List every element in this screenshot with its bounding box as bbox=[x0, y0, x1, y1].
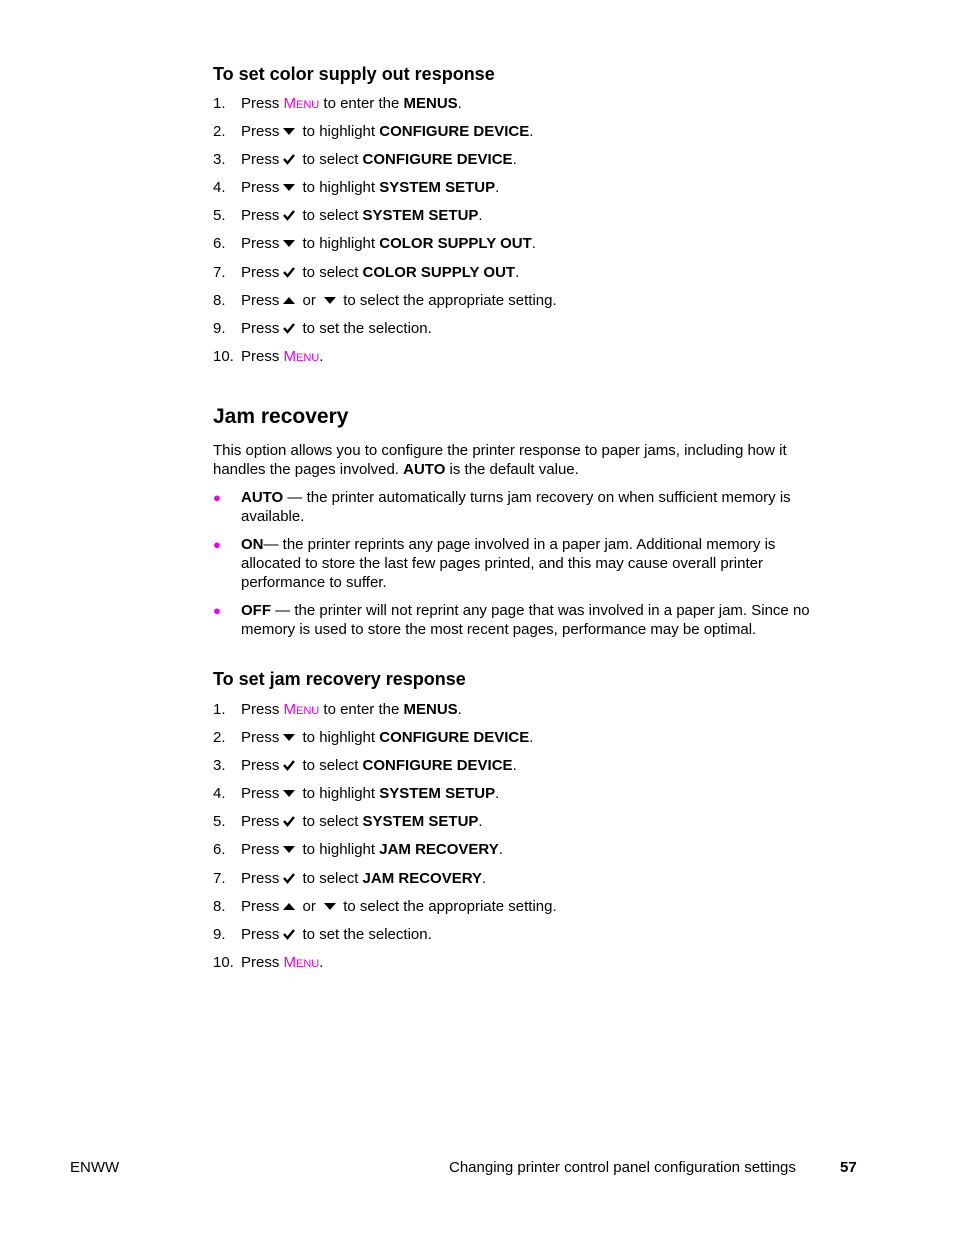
step-target: SYSTEM SETUP bbox=[379, 785, 496, 803]
step-item bbox=[213, 95, 838, 123]
step-end: . bbox=[319, 953, 324, 971]
step-press: Press bbox=[241, 207, 280, 225]
down-arrow-icon bbox=[282, 125, 296, 137]
step-press: Press bbox=[241, 701, 280, 718]
step-end: . bbox=[457, 701, 462, 718]
step-text bbox=[241, 785, 499, 803]
step-text bbox=[241, 320, 432, 338]
step-desc: to highlight bbox=[298, 123, 380, 141]
step-target: CONFIGURE DEVICE bbox=[362, 757, 513, 775]
step-target: JAM RECOVERY bbox=[362, 869, 483, 887]
menu-key: Menu bbox=[283, 953, 320, 971]
step-end: . bbox=[515, 263, 520, 281]
step-or: or bbox=[298, 897, 321, 915]
down-arrow-icon bbox=[282, 787, 296, 799]
menu-key: Menu bbox=[283, 347, 320, 365]
step-text bbox=[241, 292, 557, 310]
step-number: 10. bbox=[213, 347, 234, 365]
steps-list-color-supply bbox=[213, 95, 838, 376]
step-number: 9. bbox=[213, 925, 226, 943]
step-desc: to select the appropriate setting. bbox=[339, 897, 557, 915]
step-press: Press bbox=[241, 151, 280, 169]
step-press: Press bbox=[241, 925, 280, 943]
step-press: Press bbox=[241, 319, 280, 337]
step-item bbox=[213, 264, 838, 292]
step-text bbox=[241, 95, 462, 113]
step-number: 2. bbox=[213, 123, 226, 141]
checkmark-icon bbox=[282, 153, 296, 165]
step-desc: to select bbox=[298, 757, 363, 775]
step-text bbox=[241, 179, 499, 197]
down-arrow-icon bbox=[282, 237, 296, 249]
step-press: Press bbox=[241, 179, 280, 197]
step-press: Press bbox=[241, 897, 280, 915]
option-desc: — the printer will not reprint any page that was involved in a paper jam. Since no memory is used to store the most recent pages, performance may be optimal. bbox=[241, 602, 810, 638]
step-item bbox=[213, 151, 838, 179]
step-item bbox=[213, 785, 838, 813]
step-end: . bbox=[529, 123, 534, 141]
checkmark-icon bbox=[282, 759, 296, 771]
step-item bbox=[213, 320, 838, 348]
step-end: . bbox=[482, 869, 487, 887]
intro-end: is the default value. bbox=[445, 461, 579, 478]
up-arrow-icon bbox=[282, 294, 296, 306]
intro-paragraph bbox=[213, 441, 823, 479]
step-number: 3. bbox=[213, 151, 226, 169]
checkmark-icon bbox=[282, 815, 296, 827]
down-arrow-icon bbox=[282, 843, 296, 855]
checkmark-icon bbox=[282, 872, 296, 884]
step-number: 7. bbox=[213, 869, 226, 887]
step-end: . bbox=[319, 347, 324, 365]
checkmark-icon bbox=[282, 928, 296, 940]
down-arrow-icon bbox=[323, 294, 337, 306]
step-end: . bbox=[457, 95, 462, 112]
step-text bbox=[241, 207, 483, 225]
step-text bbox=[241, 701, 462, 719]
step-end: . bbox=[495, 785, 500, 803]
step-desc: to select bbox=[298, 869, 363, 887]
up-arrow-icon bbox=[282, 900, 296, 912]
step-number: 9. bbox=[213, 319, 226, 337]
step-desc: to highlight bbox=[298, 179, 380, 197]
option-name: ON bbox=[241, 536, 264, 553]
step-target: CONFIGURE DEVICE bbox=[379, 123, 530, 141]
step-target: CONFIGURE DEVICE bbox=[362, 151, 513, 169]
step-desc: to enter the bbox=[319, 95, 404, 112]
step-item bbox=[213, 729, 838, 757]
step-press: Press bbox=[241, 953, 280, 971]
step-press: Press bbox=[241, 813, 280, 831]
step-press: Press bbox=[241, 757, 280, 775]
step-target: CONFIGURE DEVICE bbox=[379, 729, 530, 747]
step-item bbox=[213, 179, 838, 207]
step-item bbox=[213, 954, 838, 982]
step-text bbox=[241, 898, 557, 916]
step-item bbox=[213, 123, 838, 151]
step-target: SYSTEM SETUP bbox=[362, 813, 479, 831]
step-item bbox=[213, 235, 838, 263]
step-item bbox=[213, 207, 838, 235]
step-target: JAM RECOVERY bbox=[379, 841, 499, 859]
menu-key: Menu bbox=[283, 95, 320, 112]
step-number: 6. bbox=[213, 235, 226, 253]
footer-center: Changing printer control panel configuration settings bbox=[449, 1159, 796, 1176]
step-end: . bbox=[498, 841, 503, 859]
step-end: . bbox=[531, 235, 536, 253]
bullet-icon: ● bbox=[213, 537, 221, 552]
step-number: 5. bbox=[213, 813, 226, 831]
footer-left: ENWW bbox=[70, 1159, 120, 1176]
step-desc: to highlight bbox=[298, 729, 380, 747]
down-arrow-icon bbox=[282, 181, 296, 193]
step-item bbox=[213, 701, 838, 729]
step-number: 1. bbox=[213, 701, 226, 718]
step-item bbox=[213, 813, 838, 841]
option-name: AUTO bbox=[241, 489, 284, 506]
step-number: 6. bbox=[213, 841, 226, 859]
option-item bbox=[213, 601, 838, 639]
step-text bbox=[241, 841, 503, 859]
step-text bbox=[241, 870, 486, 888]
checkmark-icon bbox=[282, 209, 296, 221]
step-text bbox=[241, 729, 533, 747]
step-desc: to highlight bbox=[298, 785, 380, 803]
menu-key: Menu bbox=[283, 701, 320, 718]
step-desc: to highlight bbox=[298, 841, 380, 859]
step-item bbox=[213, 292, 838, 320]
step-desc: to select the appropriate setting. bbox=[339, 291, 557, 309]
intro-bold: AUTO bbox=[403, 461, 446, 478]
step-press: Press bbox=[241, 869, 280, 887]
step-text bbox=[241, 151, 517, 169]
step-press: Press bbox=[241, 263, 280, 281]
intro-text: This option allows you to configure the printer response to paper jams, including how it handles the pages involved. bbox=[213, 442, 787, 478]
step-item bbox=[213, 348, 838, 376]
step-desc: to select bbox=[298, 263, 363, 281]
down-arrow-icon bbox=[323, 900, 337, 912]
bullet-icon: ● bbox=[213, 490, 221, 505]
step-number: 5. bbox=[213, 207, 226, 225]
step-number: 2. bbox=[213, 729, 226, 747]
step-press: Press bbox=[241, 729, 280, 747]
step-press: Press bbox=[241, 291, 280, 309]
step-item bbox=[213, 898, 838, 926]
step-target: SYSTEM SETUP bbox=[362, 207, 479, 225]
step-target: MENUS bbox=[403, 95, 458, 112]
step-desc: to set the selection. bbox=[298, 925, 432, 943]
step-press: Press bbox=[241, 123, 280, 141]
step-number: 3. bbox=[213, 757, 226, 775]
step-text bbox=[241, 954, 323, 972]
step-item bbox=[213, 870, 838, 898]
step-press: Press bbox=[241, 235, 280, 253]
step-press: Press bbox=[241, 841, 280, 859]
step-number: 1. bbox=[213, 95, 226, 112]
option-desc: — the printer reprints any page involved in a paper jam. Additional memory is allocated to store the last few pages printed, and this may cause overall printer performance to suffer. bbox=[241, 536, 776, 591]
checkmark-icon bbox=[282, 266, 296, 278]
step-text bbox=[241, 813, 483, 831]
step-desc: to set the selection. bbox=[298, 319, 432, 337]
checkmark-icon bbox=[282, 322, 296, 334]
subheading-jam-recovery: To set jam recovery response bbox=[213, 669, 466, 689]
step-text bbox=[241, 235, 536, 253]
page-number: 57 bbox=[840, 1159, 857, 1176]
options-list bbox=[213, 488, 838, 648]
step-item bbox=[213, 757, 838, 785]
step-number: 8. bbox=[213, 291, 226, 309]
step-number: 4. bbox=[213, 179, 226, 197]
step-item bbox=[213, 926, 838, 954]
step-press: Press bbox=[241, 785, 280, 803]
step-end: . bbox=[478, 207, 483, 225]
bullet-icon: ● bbox=[213, 603, 221, 618]
step-target: SYSTEM SETUP bbox=[379, 179, 496, 197]
section-title: Jam recovery bbox=[213, 405, 349, 428]
step-target: COLOR SUPPLY OUT bbox=[379, 235, 532, 253]
step-text bbox=[241, 926, 432, 944]
step-desc: to highlight bbox=[298, 235, 380, 253]
step-press: Press bbox=[241, 95, 280, 112]
step-target: COLOR SUPPLY OUT bbox=[362, 263, 516, 281]
step-or: or bbox=[298, 291, 321, 309]
step-desc: to select bbox=[298, 151, 363, 169]
option-item bbox=[213, 488, 838, 526]
step-end: . bbox=[512, 151, 517, 169]
step-desc: to select bbox=[298, 813, 363, 831]
step-text bbox=[241, 348, 323, 366]
step-item bbox=[213, 841, 838, 869]
steps-list-jam-recovery bbox=[213, 701, 838, 982]
step-end: . bbox=[512, 757, 517, 775]
down-arrow-icon bbox=[282, 731, 296, 743]
step-number: 7. bbox=[213, 263, 226, 281]
step-text bbox=[241, 757, 517, 775]
step-desc: to enter the bbox=[319, 701, 404, 718]
step-press: Press bbox=[241, 347, 280, 365]
step-end: . bbox=[478, 813, 483, 831]
step-end: . bbox=[529, 729, 534, 747]
step-desc: to select bbox=[298, 207, 363, 225]
step-target: MENUS bbox=[403, 701, 458, 718]
step-number: 8. bbox=[213, 897, 226, 915]
option-desc: — the printer automatically turns jam recovery on when sufficient memory is available. bbox=[241, 489, 791, 525]
step-number: 4. bbox=[213, 785, 226, 803]
option-item bbox=[213, 535, 838, 592]
step-text bbox=[241, 123, 533, 141]
step-number: 10. bbox=[213, 953, 234, 971]
step-end: . bbox=[495, 179, 500, 197]
step-text bbox=[241, 264, 519, 282]
option-name: OFF bbox=[241, 602, 271, 619]
subheading-color-supply-out: To set color supply out response bbox=[213, 64, 495, 84]
